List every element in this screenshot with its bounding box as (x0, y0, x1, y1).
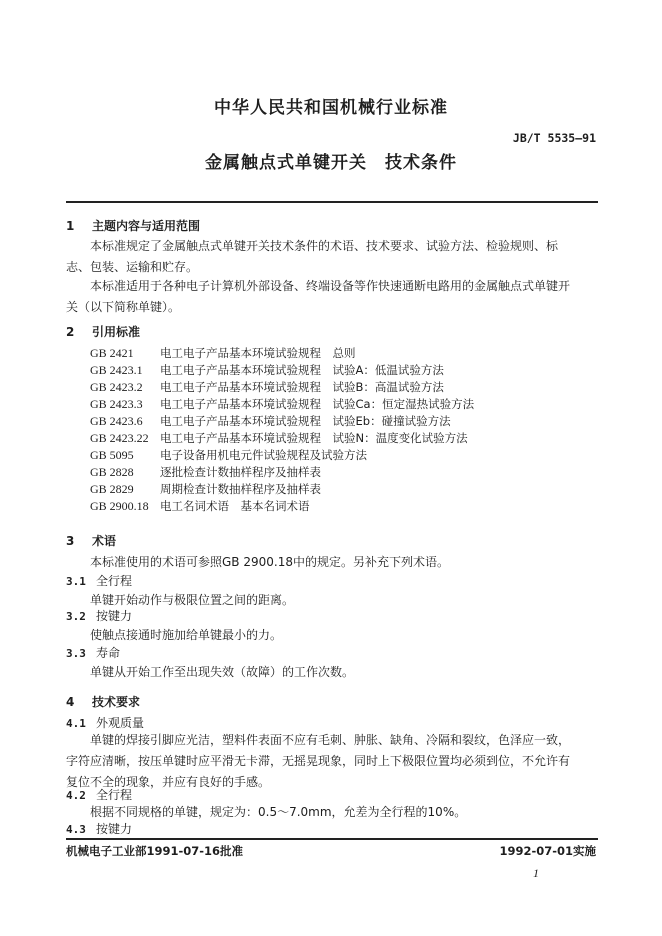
section-title: 主题内容与适用范围 (92, 219, 201, 233)
section-title: 术语 (92, 534, 117, 548)
section-number: 2 (66, 325, 75, 339)
top-divider (66, 201, 598, 203)
reference-code: GB 2421 (90, 346, 134, 360)
clause-number: 4.1 (66, 717, 86, 730)
reference-title: 电工电子产品基本环境试验规程 总则 (160, 346, 356, 360)
section-title: 技术要求 (92, 695, 141, 709)
section-title: 引用标准 (92, 325, 141, 339)
section-3-intro: 本标准使用的术语可参照GB 2900.18中的规定。另补充下列术语。 (90, 555, 449, 569)
section-1-paragraph-1: 本标准规定了金属触点式单键开关技术条件的术语、技术要求、试验方法、检验规则、标志、包装、运输和贮存。 (66, 239, 559, 274)
standard-number: JB/T 5535—91 (512, 131, 596, 145)
clause-term: 外观质量 (96, 716, 145, 730)
section-3-heading (66, 532, 116, 549)
clause-3-2-heading (66, 607, 132, 624)
reference-title: 电工电子产品基本环境试验规程 试验Ca：恒定湿热试验方法 (160, 397, 475, 411)
clause-term: 按键力 (96, 609, 133, 623)
reference-row (90, 379, 444, 396)
reference-code: GB 2423.6 (90, 414, 143, 428)
section-number: 4 (66, 695, 75, 709)
approval-note: 机械电子工业部1991-07-16批准 (66, 844, 244, 858)
reference-row (90, 413, 451, 430)
section-4-heading (66, 693, 140, 710)
reference-title: 电子设备用机电元件试验规程及试验方法 (160, 448, 367, 462)
reference-title: 逐批检查计数抽样程序及抽样表 (160, 465, 321, 479)
reference-row (90, 498, 310, 515)
reference-title: 电工名词术语 基本名词术语 (160, 499, 310, 513)
reference-title: 电工电子产品基本环境试验规程 试验N：温度变化试验方法 (160, 431, 468, 445)
clause-4-1-heading (66, 714, 144, 731)
reference-row (90, 396, 474, 413)
reference-row (90, 464, 321, 481)
clause-number: 4.2 (66, 789, 86, 802)
reference-code: GB 2423.3 (90, 397, 143, 411)
clause-number: 3.2 (66, 610, 86, 623)
reference-code: GB 2423.1 (90, 363, 143, 377)
org-title: 中华人民共和国机械行业标准 (214, 98, 448, 118)
section-1-heading (66, 217, 200, 234)
section-number: 1 (66, 219, 75, 233)
section-2-heading (66, 323, 140, 340)
reference-row (90, 345, 356, 362)
clause-4-2-text: 根据不同规格的单键，规定为：0.5～7.0mm，允差为全行程的10%。 (90, 805, 467, 819)
page-number: 1 (533, 866, 539, 880)
clause-3-1-definition: 单键开始动作与极限位置之间的距离。 (90, 593, 295, 607)
clause-number: 3.3 (66, 647, 86, 660)
reference-title: 周期检查计数抽样程序及抽样表 (160, 482, 321, 496)
clause-term: 全行程 (96, 788, 133, 802)
clause-number: 3.1 (66, 575, 86, 588)
clause-term: 按键力 (96, 822, 133, 836)
reference-title: 电工电子产品基本环境试验规程 试验A：低温试验方法 (160, 363, 444, 377)
reference-code: GB 2423.2 (90, 380, 143, 394)
bottom-divider (66, 838, 598, 840)
clause-4-2-heading (66, 786, 132, 803)
reference-row (90, 430, 468, 447)
clause-3-3-heading (66, 644, 120, 661)
clause-4-3-heading (66, 820, 132, 837)
reference-row (90, 447, 367, 464)
effective-date: 1992-07-01实施 (499, 844, 596, 858)
reference-row (90, 362, 444, 379)
reference-code: GB 2423.22 (90, 431, 149, 445)
clause-4-1-text: 单键的焊接引脚应光洁，塑料件表面不应有毛刺、肿胀、缺角、冷隔和裂纹，色泽应一致，字符应清晰，按压单键时应平滑无卡滞，无摇晃现象，同时上下极限位置均必须到位，不允许有复位不全的现象，并应有良好的手感。 (66, 733, 571, 789)
clause-term: 寿命 (96, 646, 121, 660)
clause-3-3-definition: 单键从开始工作至出现失效（故障）的工作次数。 (90, 665, 355, 679)
reference-code: GB 2900.18 (90, 499, 149, 513)
reference-code: GB 2829 (90, 482, 134, 496)
clause-number: 4.3 (66, 823, 86, 836)
reference-code: GB 2828 (90, 465, 134, 479)
clause-term: 全行程 (96, 574, 133, 588)
reference-row (90, 481, 321, 498)
reference-code: GB 5095 (90, 448, 134, 462)
section-number: 3 (66, 534, 75, 548)
document-title: 金属触点式单键开关 技术条件 (205, 153, 457, 173)
reference-title: 电工电子产品基本环境试验规程 试验Eb：碰撞试验方法 (160, 414, 451, 428)
clause-3-2-definition: 使触点接通时施加给单键最小的力。 (90, 628, 283, 642)
reference-title: 电工电子产品基本环境试验规程 试验B：高温试验方法 (160, 380, 444, 394)
clause-3-1-heading (66, 572, 132, 589)
section-1-paragraph-2: 本标准适用于各种电子计算机外部设备、终端设备等作快速通断电路用的金属触点式单键开关（以下简称单键）。 (66, 279, 571, 314)
